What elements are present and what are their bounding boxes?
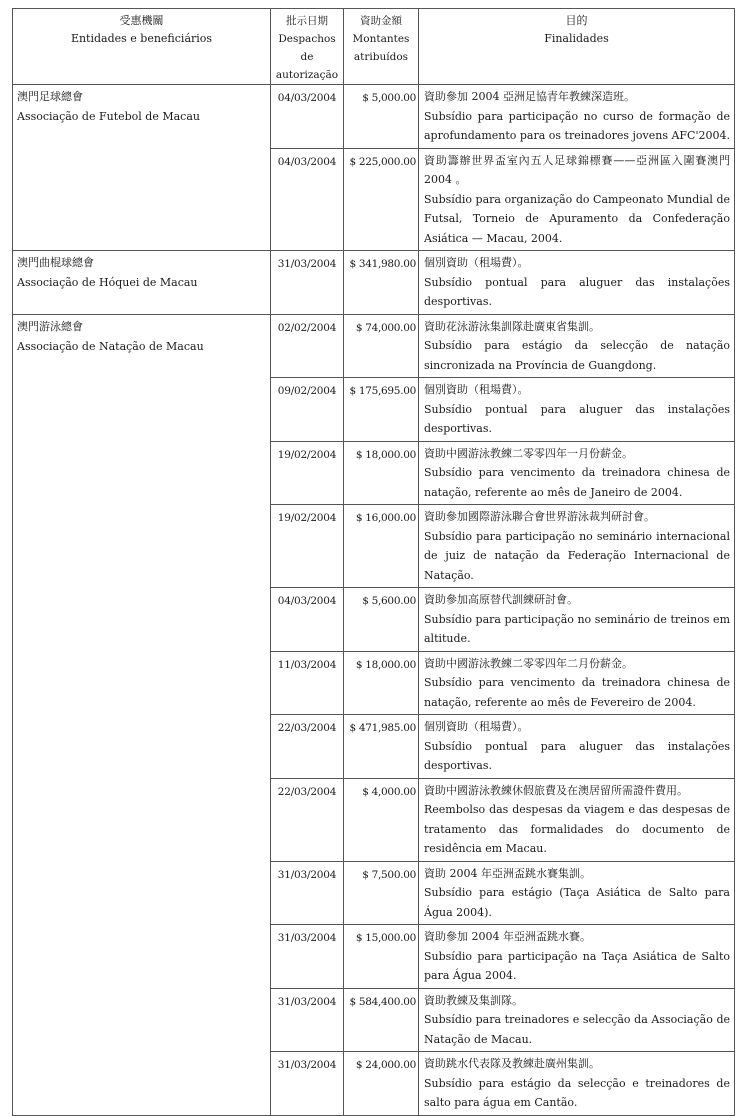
amount-cell: $ 18,000.00	[344, 441, 419, 505]
purpose-cell	[419, 925, 735, 989]
purpose-cell	[419, 251, 735, 315]
purpose-zh: 資助花泳游泳集訓隊赴廣東省集訓。	[424, 319, 600, 333]
table-row	[13, 314, 735, 378]
purpose-cell	[419, 988, 735, 1052]
date-cell: 02/02/2004	[271, 314, 344, 378]
purpose-zh: 資助中國游泳教練二零零四年一月份薪金。	[424, 446, 633, 460]
purpose-cell	[419, 378, 735, 442]
header-entity-pt: Entidades e beneficiários	[70, 32, 213, 45]
amount-cell: $ 4,000.00	[344, 778, 419, 861]
purpose-cell	[419, 651, 735, 715]
entity-cell	[13, 314, 271, 1115]
amount-cell: $ 74,000.00	[344, 314, 419, 378]
purpose-zh: 資助參加 2004 亞洲足協青年教練深造班。	[424, 90, 635, 103]
date-cell: 31/03/2004	[271, 925, 344, 989]
purpose-zh: 資助 2004 年亞洲盃跳水賽集訓。	[424, 866, 591, 880]
entity-name-zh: 澳門曲棍球總會	[17, 256, 94, 269]
amount-cell: $ 5,600.00	[344, 588, 419, 652]
date-cell: 31/03/2004	[271, 1052, 344, 1116]
date-cell: 31/03/2004	[271, 861, 344, 925]
amount-cell: $ 225,000.00	[344, 148, 419, 251]
entity-cell	[13, 85, 271, 251]
date-cell: 04/03/2004	[271, 588, 344, 652]
purpose-cell	[419, 1052, 735, 1116]
header-purpose-pt: Finalidades	[544, 32, 609, 45]
purpose-pt: Subsídio para organização do Campeonato Mundial de Futsal, Torneio de Apuramento da Confederação Asiática — Macau, 2004.	[424, 192, 730, 245]
purpose-zh: 資助參加國際游泳聯合會世界游泳裁判研討會。	[424, 510, 655, 523]
amount-cell: $ 5,000.00	[344, 85, 419, 149]
purpose-pt: Subsídio para participação no seminário de treinos em altitude.	[424, 612, 730, 645]
date-cell: 04/03/2004	[271, 148, 344, 251]
entity-cell	[13, 251, 271, 315]
purpose-pt: Subsídio para participação na Taça Asiática de Salto para Água 2004.	[424, 949, 730, 982]
entity-name-pt: Associação de Hóquei de Macau	[17, 276, 198, 289]
header-purpose	[419, 9, 735, 85]
header-date-pt-1: Despachos de	[278, 33, 336, 63]
header-amount-pt-1: Montantes	[352, 33, 410, 45]
purpose-cell	[419, 861, 735, 925]
purpose-zh: 資助參加 2004 年亞洲盃跳水賽。	[424, 930, 591, 943]
amount-cell: $ 471,985.00	[344, 715, 419, 779]
purpose-pt: Subsídio para participação no seminário internacional de juiz de natação da Federação Internacional de Natação.	[424, 529, 730, 582]
purpose-pt: Subsídio pontual para aluguer das instalações desportivas.	[424, 275, 730, 308]
amount-cell: $ 18,000.00	[344, 651, 419, 715]
entity-name-zh: 澳門游泳總會	[17, 319, 83, 333]
amount-cell: $ 341,980.00	[344, 251, 419, 315]
date-cell: 22/03/2004	[271, 715, 344, 779]
purpose-zh: 資助中國游泳教練休假旅費及在澳居留所需證件費用。	[424, 783, 688, 797]
purpose-pt: Subsídio para estágio (Taça Asiática de Salto para Água 2004).	[424, 886, 730, 919]
purpose-zh: 資助跳水代表隊及教練赴廣州集訓。	[424, 1057, 600, 1070]
purpose-pt: Subsídio para estágio da selecção de natação sincronizada na Província de Guangdong.	[424, 339, 730, 372]
purpose-pt: Subsídio pontual para aluguer das instalações desportivas.	[424, 402, 730, 435]
date-cell: 31/03/2004	[271, 988, 344, 1052]
amount-cell: $ 584,400.00	[344, 988, 419, 1052]
purpose-pt: Subsídio para vencimento da treinadora chinesa de natação, referente ao mês de Janeiro de 2004.	[424, 466, 730, 499]
purpose-zh: 個別資助（租場費）。	[424, 383, 529, 396]
purpose-zh: 資助中國游泳教練二零零四年二月份薪金。	[424, 656, 633, 670]
amount-cell: $ 16,000.00	[344, 505, 419, 588]
header-amount	[344, 9, 419, 85]
date-cell: 19/02/2004	[271, 505, 344, 588]
amount-cell: $ 24,000.00	[344, 1052, 419, 1116]
purpose-cell	[419, 314, 735, 378]
header-date-pt-2: autorização	[275, 69, 339, 81]
purpose-cell	[419, 441, 735, 505]
amount-cell: $ 15,000.00	[344, 925, 419, 989]
purpose-cell	[419, 778, 735, 861]
date-cell: 11/03/2004	[271, 651, 344, 715]
header-amount-zh: 資助金額	[360, 15, 402, 27]
header-entity	[13, 9, 271, 85]
table-row	[13, 251, 735, 315]
amount-cell: $ 175,695.00	[344, 378, 419, 442]
amount-cell: $ 7,500.00	[344, 861, 419, 925]
purpose-cell	[419, 148, 735, 251]
purpose-cell	[419, 715, 735, 779]
table-header-row	[13, 9, 735, 85]
header-date-zh: 批示日期	[286, 15, 328, 27]
header-date	[271, 9, 344, 85]
entity-name-pt: Associação de Natação de Macau	[17, 339, 204, 353]
purpose-zh: 資助參加高原替代訓練研討會。	[424, 593, 578, 606]
date-cell: 31/03/2004	[271, 251, 344, 315]
entity-name-zh: 澳門足球總會	[17, 90, 83, 103]
table-row	[13, 85, 735, 149]
purpose-pt: Subsídio para participação no curso de formação de aprofundamento para os treinadores jovens AFC'2004.	[424, 109, 730, 142]
purpose-pt: Subsídio para treinadores e selecção da Associação de Natação de Macau.	[424, 1013, 730, 1046]
purpose-pt: Subsídio para estágio da selecção e treinadores de salto para água em Cantão.	[424, 1076, 730, 1109]
purpose-zh: 資助教練及集訓隊。	[424, 993, 523, 1007]
purpose-zh: 資助籌辦世界盃室內五人足球錦標賽——亞洲區入圍賽澳門 2004 。	[424, 153, 730, 186]
purpose-pt: Subsídio pontual para aluguer das instalações desportivas.	[424, 739, 730, 772]
subsidy-table	[12, 8, 735, 1116]
date-cell: 19/02/2004	[271, 441, 344, 505]
purpose-pt: Subsídio para vencimento da treinadora chinesa de natação, referente ao mês de Fevereiro de 2004.	[424, 676, 730, 709]
entity-name-pt: Associação de Futebol de Macau	[17, 110, 200, 123]
purpose-cell	[419, 505, 735, 588]
purpose-cell	[419, 588, 735, 652]
purpose-zh: 個別資助（租場費）。	[424, 256, 529, 269]
date-cell: 09/02/2004	[271, 378, 344, 442]
purpose-zh: 個別資助（租場費）。	[424, 720, 529, 733]
header-amount-pt-2: atribuídos	[353, 51, 409, 63]
purpose-pt: Reembolso das despesas da viagem e das despesas de tratamento das formalidades do documento de residência em Macau.	[424, 803, 730, 855]
header-purpose-zh: 目的	[565, 14, 588, 27]
date-cell: 22/03/2004	[271, 778, 344, 861]
header-entity-zh: 受惠機關	[119, 14, 164, 27]
date-cell: 04/03/2004	[271, 85, 344, 149]
purpose-cell	[419, 85, 735, 149]
